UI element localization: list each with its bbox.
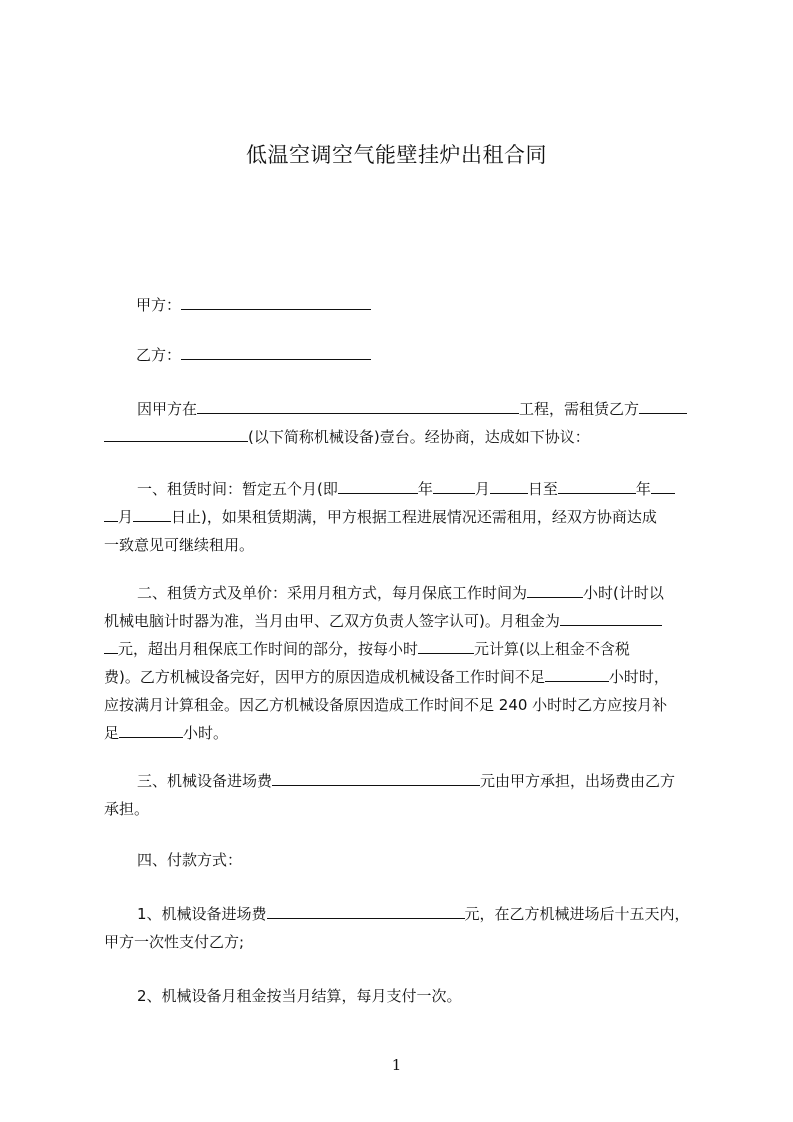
- section-1-text: 一致意见可继续租用。: [104, 536, 255, 554]
- section-2-text: 应按满月计算租金。因乙方机械设备原因造成工作时间不足 240 小时时乙方应按月补: [104, 696, 668, 714]
- start-month-blank: [433, 479, 475, 494]
- section-1-text: 日至: [527, 480, 558, 498]
- payment-item-2: [104, 982, 708, 1010]
- page-number: 1: [391, 1056, 402, 1074]
- party-b-blank: [181, 345, 371, 360]
- end-day-blank: [133, 507, 171, 522]
- section-2-text: 机械电脑计时器为准，当月由甲、乙双方负责人签字认可)。月租金为: [104, 612, 560, 630]
- section-2: [104, 579, 708, 747]
- start-year-blank: [338, 479, 418, 494]
- section-1-text: 月: [474, 480, 490, 498]
- start-day-blank: [490, 479, 528, 494]
- payment-item-1-text: 元，在乙方机械进场后十五天内，: [464, 905, 690, 923]
- party-a-line: [104, 291, 708, 319]
- section-3-text: 元由甲方承担，出场费由乙方: [480, 772, 676, 790]
- section-2-text: 二、租赁方式及单价：采用月租方式，每月保底工作时间为: [137, 584, 528, 602]
- section-2-text: 元，超出月租保底工作时间的部分，按每小时: [118, 640, 419, 658]
- equipment-blank-cont: [104, 427, 248, 442]
- payment-item-1: [104, 900, 708, 956]
- party-a-blank: [181, 295, 371, 310]
- intro-paragraph: [104, 395, 708, 451]
- section-1-text: 月: [118, 508, 134, 526]
- payment-item-1-text: 甲方一次性支付乙方;: [104, 933, 245, 951]
- shortfall-hours-blank: [545, 667, 609, 682]
- section-1-text: 日止)，如果租赁期满，甲方根据工程进展情况还需租用，经双方协商达成: [171, 508, 657, 526]
- end-month-blank: [651, 479, 675, 494]
- section-2-text: 足: [104, 724, 120, 742]
- intro-text: 工程，需租赁乙方: [519, 400, 640, 418]
- section-2-text: 小时(计时以: [583, 584, 664, 602]
- section-1-text: 年: [417, 480, 433, 498]
- min-hours-blank: [527, 583, 583, 598]
- section-2-text: 元计算(以上租金不含税: [474, 640, 630, 658]
- equipment-blank: [639, 399, 687, 414]
- section-1-text: 一、租赁时间：暂定五个月(即: [137, 480, 338, 498]
- party-b-line: [104, 341, 708, 369]
- end-year-blank: [558, 479, 636, 494]
- section-4-heading: 四、付款方式：: [137, 851, 243, 869]
- section-2-text: 小时时，: [608, 668, 669, 686]
- make-up-hours-blank: [119, 723, 183, 738]
- party-b-label: 乙方：: [136, 346, 182, 364]
- end-month-blank-cont: [104, 507, 118, 522]
- payment-item-2-text: 2、机械设备月租金按当月结算，每月支付一次。: [137, 987, 462, 1005]
- project-name-blank: [197, 399, 519, 414]
- section-2-text: 费)。乙方机械设备完好，因甲方的原因造成机械设备工作时间不足: [104, 668, 545, 686]
- page-title: 低温空调空气能壁挂炉出租合同: [246, 143, 547, 167]
- intro-text: (以下简称机械设备)壹台。经协商，达成如下协议：: [248, 428, 590, 446]
- section-1-text: 年: [635, 480, 651, 498]
- intro-text: 因甲方在: [137, 400, 198, 418]
- section-1: [104, 475, 708, 559]
- monthly-rent-blank-cont: [104, 639, 118, 654]
- section-3: [104, 767, 708, 823]
- section-2-text: 小时。: [183, 724, 229, 742]
- party-a-label: 甲方：: [136, 296, 182, 314]
- section-4-heading-block: [104, 846, 708, 874]
- entry-fee-payment-blank: [267, 904, 465, 919]
- hourly-rate-blank: [418, 639, 474, 654]
- monthly-rent-blank: [560, 611, 662, 626]
- section-3-text: 承担。: [104, 800, 150, 818]
- section-3-text: 三、机械设备进场费: [137, 772, 273, 790]
- entry-fee-blank: [272, 771, 480, 786]
- payment-item-1-text: 1、机械设备进场费: [137, 905, 267, 923]
